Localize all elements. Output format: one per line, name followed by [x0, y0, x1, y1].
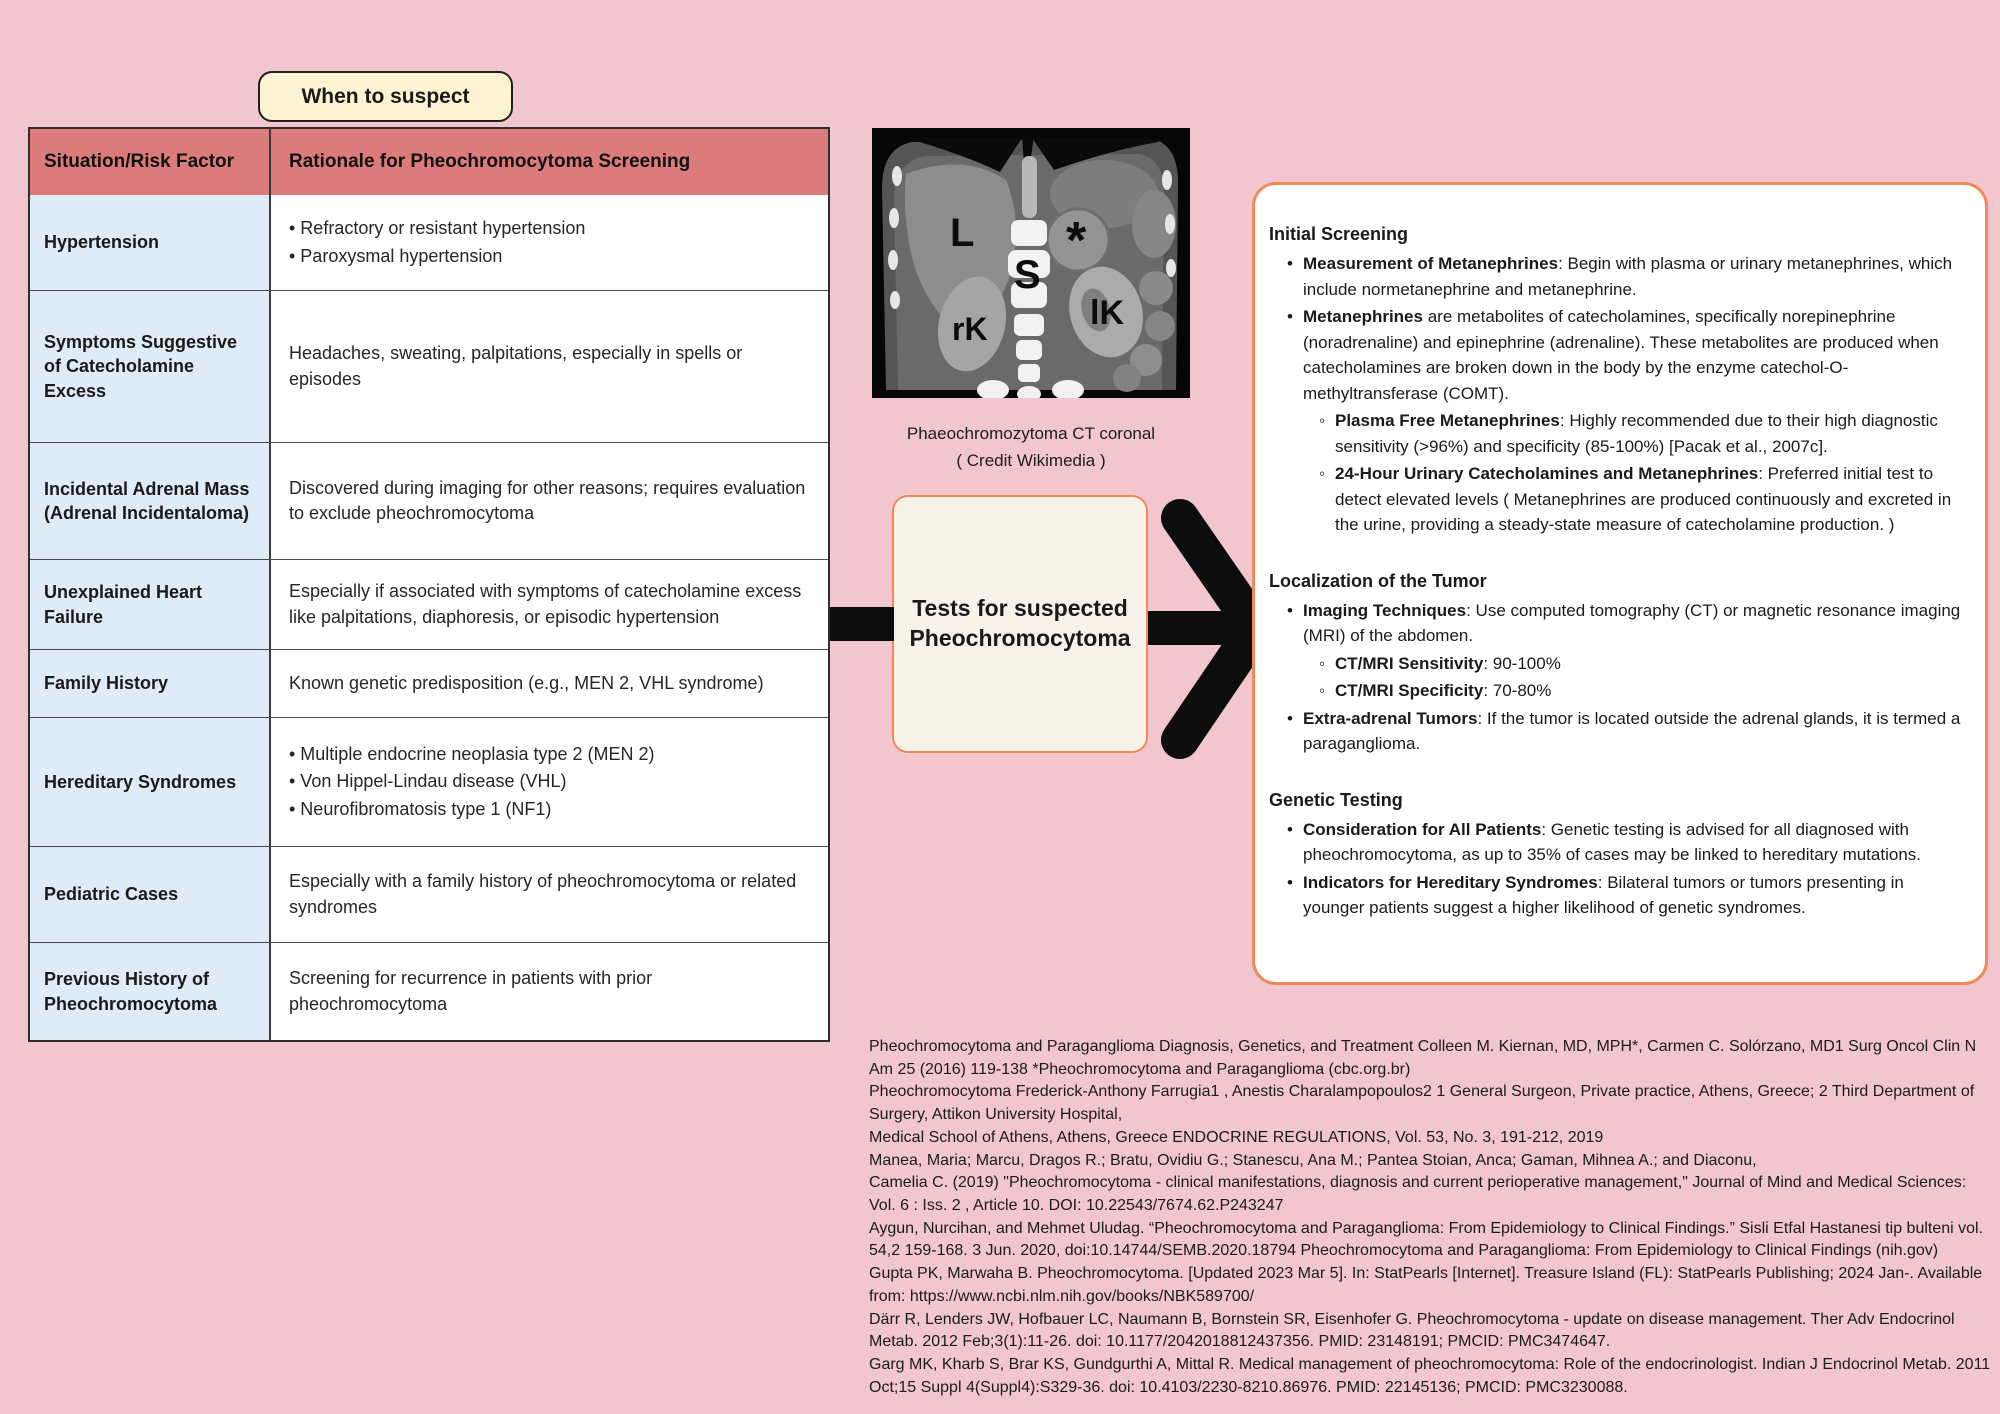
bullet-text: Imaging Techniques: Use computed tomography (CT) or magnetic resonance imaging (MRI) of the abdomen.: [1303, 600, 1961, 645]
rationale-cell: [269, 560, 828, 649]
panel-section: [1269, 221, 1967, 538]
rationale-cell: [269, 291, 828, 442]
table-row: [30, 290, 828, 442]
table-row: [30, 442, 828, 559]
factor-cell: Family History: [30, 650, 269, 717]
left-kidney-label: lK: [1090, 294, 1124, 332]
bullet-item: [1277, 706, 1967, 757]
factor-cell: Hypertension: [30, 195, 269, 290]
tests-box-label: Tests for suspected Pheochromocytoma: [909, 595, 1131, 651]
text-line: Headaches, sweating, palpitations, especially in spells or episodes: [289, 343, 743, 389]
sub-bullet-item: [1309, 678, 1967, 704]
rationale-cell: [269, 847, 828, 942]
bullet-line: • Von Hippel-Lindau disease (VHL): [289, 771, 567, 792]
circle-marker-icon: ◦: [1318, 464, 1326, 483]
rationale-cell: [269, 718, 828, 846]
ct-caption: [842, 420, 1220, 474]
factor-cell: Unexplained Heart Failure: [30, 560, 269, 649]
reference-entry: Medical School of Athens, Athens, Greece ENDOCRINE REGULATIONS, Vol. 53, No. 3, 191-212, 2019: [869, 1128, 1604, 1146]
ct-caption-line2: ( Credit Wikimedia ): [956, 451, 1106, 471]
spine-label: S: [1014, 253, 1041, 297]
text-line: Screening for recurrence in patients with prior pheochromocytoma: [289, 968, 653, 1014]
ct-scan-image: [872, 128, 1190, 398]
bullet-text: 24-Hour Urinary Catecholamines and Metanephrines: Preferred initial test to detect elevated levels ( Metanephrines are produced continuously and excreted in the urine, providing a steady-state measure of catecholamine production. ): [1335, 464, 1952, 534]
rationale-cell: [269, 195, 828, 290]
header-rationale: Rationale for Pheochromocytoma Screening: [269, 129, 828, 195]
results-panel: [1252, 182, 1988, 985]
bullet-line: • Paroxysmal hypertension: [289, 245, 503, 266]
bullet-item: [1277, 870, 1967, 921]
reference-entry: Aygun, Nurcihan, and Mehmet Uludag. “Pheochromocytoma and Paraganglioma: From Epidemiology to Clinical Findings.” Sisli Etfal Hastanesi tip bulteni vol. 54,2 159-168. 3 Jun. 2020, doi:10.14744/SEMB.2020.18794 Pheochromocytoma and Paraganglioma: From Epidemiology to Clinical Findings (nih.gov): [869, 1219, 1984, 1260]
bullet-line: • Multiple endocrine neoplasia type 2 (MEN 2): [289, 744, 655, 765]
bullet-marker-icon: •: [1287, 254, 1293, 273]
reference-entry: Garg MK, Kharb S, Brar KS, Gundgurthi A, Mittal R. Medical management of pheochromocytoma: Role of the endocrinologist. Indian J Endocrinol Metab. 2011 Oct;15 Suppl 4(Suppl4):S329-36. doi: 10.4103/2230-8210.86976. PMID: 22145136; PMCID: PMC3230088.: [869, 1356, 1991, 1396]
liver-label: L: [950, 211, 975, 255]
table-row: [30, 717, 828, 846]
panel-section: [1269, 568, 1967, 757]
bullet-text: Indicators for Hereditary Syndromes: Bilateral tumors or tumors presenting in younger patients suggest a higher likelihood of genetic syndromes.: [1303, 872, 1904, 917]
bullet-marker-icon: •: [1287, 708, 1293, 728]
circle-marker-icon: ◦: [1318, 411, 1326, 430]
reference-entry: Pheochromocytoma and Paraganglioma Diagnosis, Genetics, and Treatment Colleen M. Kiernan, MD, MPH*, Carmen C. Solórzano, MD1 Surg Oncol Clin N Am 25 (2016) 119-138 *Pheochromocytoma and Paraganglioma (cbc.org.br): [869, 1038, 1977, 1078]
bullet-text: Extra-adrenal Tumors: If the tumor is located outside the adrenal glands, it is termed a paraganglioma.: [1303, 708, 1961, 753]
section-heading: Genetic Testing: [1269, 789, 1403, 810]
tests-box: [892, 495, 1148, 753]
right-kidney-label: rK: [952, 311, 988, 347]
references-block: [869, 1036, 1991, 1400]
bullet-item: [1277, 598, 1967, 649]
factor-cell: Hereditary Syndromes: [30, 718, 269, 846]
ct-caption-line1: Phaeochromozytoma CT coronal: [906, 424, 1156, 443]
table-row: [30, 195, 828, 290]
table-row: [30, 559, 828, 649]
reference-entry: Camelia C. (2019) "Pheochromocytoma - clinical manifestations, diagnosis and current perioperative management," Journal of Mind and Medical Sciences: Vol. 6 : Iss. 2 , Article 10. DOI: 10.22543/7674.62.P243247: [869, 1174, 1967, 1215]
reference-entry: Därr R, Lenders JW, Hofbauer LC, Naumann B, Bornstein SR, Eisenhofer G. Pheochromocytoma - update on disease management. Ther Adv Endocrinol Metab. 2012 Feb;3(1):11-26. doi: 10.1177/2042018812437356. PMID: 23148191; PMCID: PMC3474647.: [869, 1310, 1955, 1351]
section-heading: Initial Screening: [1269, 224, 1409, 244]
bullet-line: • Refractory or resistant hypertension: [289, 218, 586, 239]
factor-cell: Pediatric Cases: [30, 847, 269, 942]
ct-scan-svg: [872, 128, 1190, 398]
risk-table-body: [30, 195, 828, 1040]
when-to-suspect-banner: [258, 71, 513, 122]
text-line: Especially if associated with symptoms of catecholamine excess like palpitations, diaphoresis, or episodic hypertension: [289, 581, 802, 627]
rationale-cell: [269, 943, 828, 1040]
table-header-row: [30, 129, 828, 195]
factor-cell: Symptoms Suggestive of Catecholamine Excess: [30, 291, 269, 442]
factor-cell: Incidental Adrenal Mass (Adrenal Incidentaloma): [30, 443, 269, 559]
text-line: Especially with a family history of pheochromocytoma or related syndromes: [289, 871, 797, 917]
rationale-cell: [269, 650, 828, 717]
risk-table: [28, 127, 830, 1042]
bullet-marker-icon: •: [1287, 819, 1293, 839]
bullet-text: Consideration for All Patients: Genetic testing is advised for all diagnosed with pheochromocytoma, as up to 35% of cases may be linked to hereditary mutations.: [1303, 819, 1921, 864]
bullet-item: [1277, 817, 1967, 868]
bullet-marker-icon: •: [1287, 600, 1293, 620]
header-factor: Situation/Risk Factor: [30, 129, 269, 195]
banner-label: When to suspect: [301, 84, 470, 108]
factor-cell: Previous History of Pheochromocytoma: [30, 943, 269, 1040]
bullet-item: [1277, 304, 1967, 406]
text-line: Known genetic predisposition (e.g., MEN 2, VHL syndrome): [289, 672, 764, 693]
sub-bullet-item: [1309, 461, 1967, 538]
bullet-line: • Neurofibromatosis type 1 (NF1): [289, 798, 552, 819]
circle-marker-icon: ◦: [1318, 653, 1326, 673]
reference-entry: Pheochromocytoma Frederick-Anthony Farrugia1 , Anestis Charalampopoulos2 1 General Surgeon, Private practice, Athens, Greece; 2 Third Department of Surgery, Attikon University Hospital,: [869, 1083, 1975, 1124]
bullet-text: Metanephrines are metabolites of catecholamines, specifically norepinephrine (noradrenaline) and epinephrine (adrenaline). These metabolites are produced when catecholamines are broken down in the body by the enzyme catechol-O-methyltransferase (COMT).: [1303, 307, 1939, 403]
table-row: [30, 846, 828, 942]
sub-bullet-item: [1309, 408, 1967, 459]
panel-section: [1269, 787, 1967, 921]
rationale-cell: [269, 443, 828, 559]
bullet-text: Measurement of Metanephrines: Begin with plasma or urinary metanephrines, which include normetanephrine and metanephrine.: [1303, 254, 1953, 299]
bullet-text: CT/MRI Specificity: 70-80%: [1335, 681, 1552, 700]
table-row: [30, 649, 828, 717]
table-row: [30, 942, 828, 1040]
tumor-asterisk-label: *: [1066, 212, 1087, 270]
sub-bullet-item: [1309, 651, 1967, 677]
reference-entry: Manea, Maria; Marcu, Dragos R.; Bratu, Ovidiu G.; Stanescu, Ana M.; Pantea Stoian, Anca; Gaman, Mihnea A.; and Diaconu,: [869, 1151, 1757, 1169]
bullet-item: [1277, 251, 1967, 302]
text-line: Discovered during imaging for other reasons; requires evaluation to exclude pheochromocytoma: [289, 477, 806, 523]
bullet-text: CT/MRI Sensitivity: 90-100%: [1335, 653, 1561, 673]
circle-marker-icon: ◦: [1318, 681, 1326, 700]
bullet-marker-icon: •: [1287, 872, 1293, 892]
bullet-marker-icon: •: [1287, 307, 1293, 326]
section-heading: Localization of the Tumor: [1269, 570, 1487, 591]
bullet-text: Plasma Free Metanephrines: Highly recommended due to their high diagnostic sensitivity (>96%) and specificity (85-100%) [Pacak et al., 2007c].: [1335, 411, 1938, 456]
reference-entry: Gupta PK, Marwaha B. Pheochromocytoma. [Updated 2023 Mar 5]. In: StatPearls [Internet]. Treasure Island (FL): StatPearls Publishing; 2024 Jan-. Available from: https://www.ncbi.nlm.nih.gov/books/NBK589700/: [869, 1265, 1983, 1305]
